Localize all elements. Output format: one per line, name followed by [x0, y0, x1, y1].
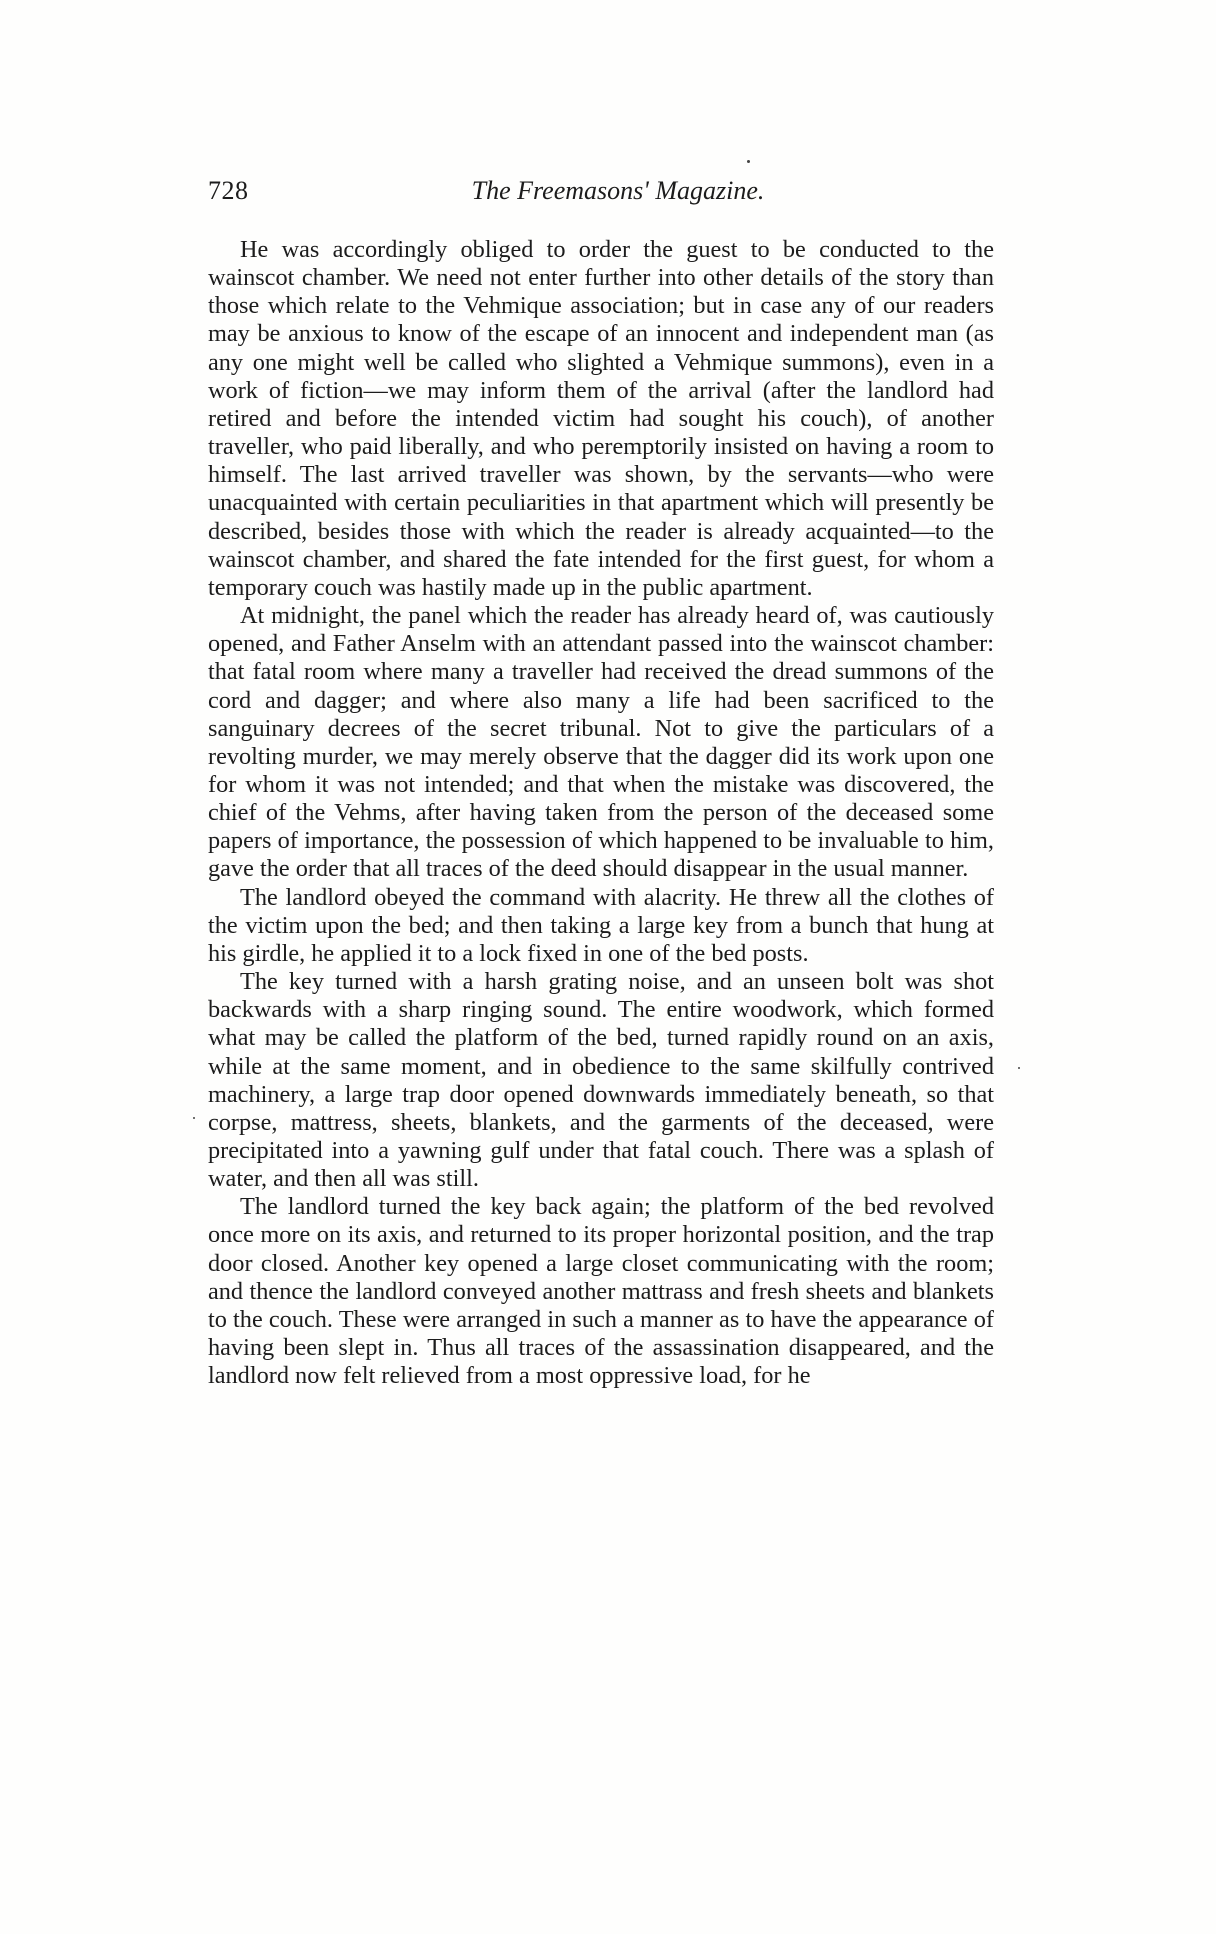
- print-speck: [747, 160, 750, 163]
- page-number: 728: [208, 176, 249, 205]
- paragraph: The key turned with a harsh grating noise, and an unseen bolt was shot backwards with a sharp ringing sound. The entire woodwork, which formed what may be called the platform of the bed, turned rapidly round on an axis, while at the same moment, and in obedience to the same skilfully contrived machinery, a large trap door opened downwards immediately beneath, so that corpse, mattress, sheets, blankets, and the garments of the deceased, were precipitated into a yawning gulf under that fatal couch. There was a splash of water, and then all was still.: [208, 968, 994, 1193]
- running-title: The Freemasons' Magazine.: [471, 176, 765, 205]
- paragraph: At midnight, the panel which the reader has already heard of, was cautiously opened, and Father Anselm with an attendant passed into the wainscot chamber: that fatal room where many a traveller had received the dread summons of the cord and dagger; and where also many a life had been sacrificed to the sanguinary decrees of the secret tribunal. Not to give the particulars of a revolting murder, we may merely observe that the dagger did its work upon one for whom it was not intended; and that when the mistake was discovered, the chief of the Vehms, after having taken from the person of the deceased some papers of importance, the possession of which happened to be invaluable to him, gave the order that all traces of the deed should disappear in the usual manner.: [208, 602, 994, 883]
- article-body: [208, 236, 994, 1390]
- print-speck: [1018, 1067, 1020, 1069]
- paragraph: The landlord obeyed the command with alacrity. He threw all the clothes of the victim upon the bed; and then taking a large key from a bunch that hung at his girdle, he applied it to a lock fixed in one of the bed posts.: [208, 883, 994, 967]
- paragraph: The landlord turned the key back again; the platform of the bed revolved once more on its axis, and returned to its proper horizontal position, and the trap door closed. Another key opened a large closet communicating with the room; and thence the landlord conveyed another mattrass and fresh sheets and blankets to the couch. These were arranged in such a manner as to have the appearance of having been slept in. Thus all traces of the assassination disappeared, and the landlord now felt relieved from a most oppressive load, for he: [208, 1193, 994, 1390]
- print-speck: [193, 1117, 195, 1119]
- page-header: [208, 176, 998, 216]
- paragraph: He was accordingly obliged to order the guest to be conducted to the wainscot chamber. We need not enter further into other details of the story than those which relate to the Vehmique association; but in case any of our readers may be anxious to know of the escape of an innocent and independent man (as any one might well be called who slighted a Vehmique summons), even in a work of fiction—we may inform them of the arrival (after the landlord had retired and before the intended victim had sought his couch), of another traveller, who paid liberally, and who peremptorily insisted on having a room to himself. The last arrived traveller was shown, by the servants—who were unacquainted with certain peculiarities in that apartment which will presently be described, besides those with which the reader is already acquainted—to the wainscot chamber, and shared the fate intended for the first guest, for whom a temporary couch was hastily made up in the public apartment.: [208, 236, 994, 601]
